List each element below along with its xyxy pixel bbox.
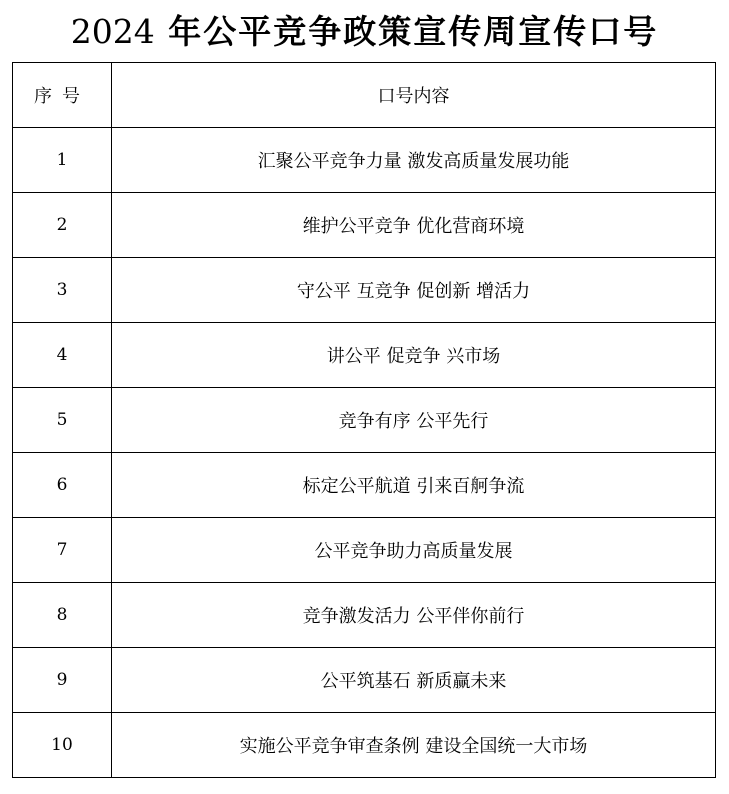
table-row [13, 453, 716, 518]
table-row [13, 128, 716, 193]
row-slogan: 实施公平竞争审查条例 建设全国统一大市场 [112, 713, 716, 778]
header-number: 序号 [13, 63, 112, 128]
row-slogan: 公平筑基石 新质赢未来 [112, 648, 716, 713]
slogan-table [12, 62, 716, 778]
row-number: 3 [13, 258, 112, 323]
row-slogan: 汇聚公平竞争力量 激发高质量发展功能 [112, 128, 716, 193]
table-row [13, 713, 716, 778]
row-slogan: 守公平 互竞争 促创新 增活力 [112, 258, 716, 323]
header-content: 口号内容 [112, 63, 716, 128]
row-number: 2 [13, 193, 112, 258]
table-row [13, 258, 716, 323]
title-text: 年公平竞争政策宣传周宣传口号 [168, 12, 659, 51]
table-row [13, 193, 716, 258]
row-slogan: 维护公平竞争 优化营商环境 [112, 193, 716, 258]
row-slogan: 标定公平航道 引来百舸争流 [112, 453, 716, 518]
table-row [13, 583, 716, 648]
row-number: 4 [13, 323, 112, 388]
row-number: 7 [13, 518, 112, 583]
row-slogan: 竞争激发活力 公平伴你前行 [112, 583, 716, 648]
table-row [13, 323, 716, 388]
table-row [13, 518, 716, 583]
table-header-row [13, 63, 716, 128]
row-number: 6 [13, 453, 112, 518]
title-year: 2024 [70, 12, 155, 51]
row-slogan: 讲公平 促竞争 兴市场 [112, 323, 716, 388]
table-row [13, 388, 716, 453]
table-row [13, 648, 716, 713]
row-number: 5 [13, 388, 112, 453]
row-slogan: 公平竞争助力高质量发展 [112, 518, 716, 583]
row-number: 9 [13, 648, 112, 713]
row-slogan: 竞争有序 公平先行 [112, 388, 716, 453]
document-title [0, 6, 729, 58]
row-number: 8 [13, 583, 112, 648]
row-number: 10 [13, 713, 112, 778]
row-number: 1 [13, 128, 112, 193]
